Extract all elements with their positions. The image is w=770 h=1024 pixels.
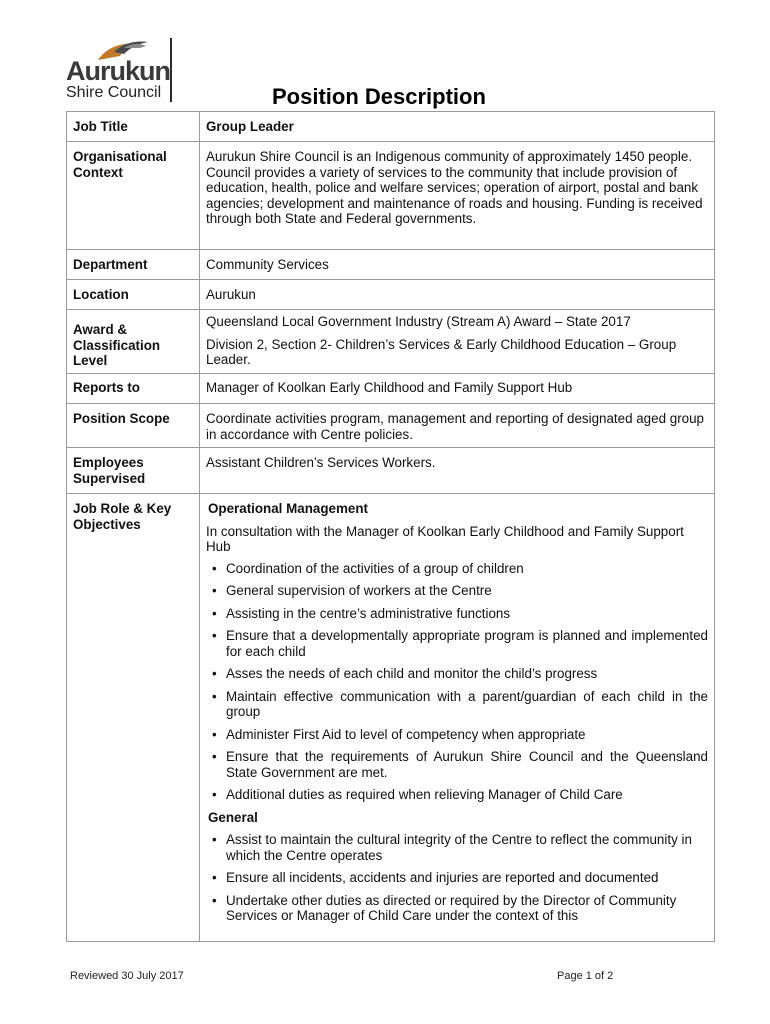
employees-label-line2: Supervised — [73, 470, 146, 486]
table-row-position-scope — [67, 404, 715, 448]
logo-divider — [170, 38, 172, 102]
job-role-label-line1: Job Role & Key — [73, 501, 172, 516]
org-context-label — [67, 142, 200, 250]
job-role-value — [200, 494, 715, 942]
aurukun-logo — [64, 38, 176, 104]
table-row-department — [67, 250, 715, 280]
org-context-label-line2: Context — [73, 164, 123, 180]
table-row-award — [67, 310, 715, 374]
award-label — [67, 310, 200, 374]
table-row-job-role — [67, 494, 715, 942]
job-role-label-line2: Objectives — [73, 516, 141, 532]
position-description-table — [66, 111, 715, 942]
job-title-value: Group Leader — [200, 112, 715, 142]
page-title: Position Description — [272, 84, 486, 109]
position-scope-value: Coordinate activities program, management and reporting of designated aged group in accordance with Centre policies. — [200, 404, 715, 448]
general-list — [206, 832, 708, 924]
award-value-line2: Division 2, Section 2- Children’s Services & Early Childhood Education – Group Leader. — [206, 336, 677, 367]
table-row-employees-supervised — [67, 448, 715, 494]
reports-to-label: Reports to — [67, 374, 200, 404]
employees-label — [67, 448, 200, 494]
list-item: • Additional duties as required when relieving Manager of Child Care — [226, 787, 708, 803]
position-scope-label: Position Scope — [67, 404, 200, 448]
org-context-label-line1: Organisational — [73, 149, 167, 164]
list-item: • Assisting in the centre’s administrative functions — [226, 606, 708, 622]
list-item: • Assist to maintain the cultural integrity of the Centre to reflect the community in which the Centre operates — [226, 832, 708, 863]
org-context-value: Aurukun Shire Council is an Indigenous community of approximately 1450 people. Council provides a variety of services to the community that include provision of education, health, police and welfare services; operation of airport, postal and bank agencies; development and maintenance of roads and housing. Funding is received through both State and Federal governments. — [200, 142, 715, 250]
location-value: Aurukun — [200, 280, 715, 310]
list-item: • Ensure that a developmentally appropriate program is planned and implemented for each child — [226, 628, 708, 659]
list-item: • Undertake other duties as directed or required by the Director of Community Services or Manager of Child Care under the context of this — [226, 893, 708, 924]
general-heading: General — [208, 809, 258, 825]
award-value-line1: Queensland Local Government Industry (Stream A) Award – State 2017 — [206, 314, 631, 329]
page-number: Page 1 of 2 — [557, 970, 614, 982]
department-label: Department — [67, 250, 200, 280]
location-label: Location — [67, 280, 200, 310]
operational-management-heading: Operational Management — [208, 501, 368, 516]
table-row-job-title — [67, 112, 715, 142]
award-label-line2: Classification — [73, 337, 161, 353]
list-item: • Ensure that the requirements of Aurukun Shire Council and the Queensland State Government are met. — [226, 749, 708, 780]
logo-council: Shire Council — [66, 84, 162, 101]
list-item: • Administer First Aid to level of competency when appropriate — [226, 727, 708, 743]
list-item: • Maintain effective communication with a parent/guardian of each child in the group — [226, 689, 708, 720]
list-item: • Ensure all incidents, accidents and injuries are reported and documented — [226, 870, 708, 886]
table-row-reports-to — [67, 374, 715, 404]
list-item: • General supervision of workers at the Centre — [226, 583, 708, 599]
operational-intro: In consultation with the Manager of Koolkan Early Childhood and Family Support Hub — [206, 523, 684, 554]
job-title-label: Job Title — [67, 112, 200, 142]
award-label-line1: Award & — [73, 322, 128, 337]
employees-label-line1: Employees — [73, 455, 144, 470]
award-value — [200, 310, 715, 374]
table-row-org-context — [67, 142, 715, 250]
department-value: Community Services — [200, 250, 715, 280]
operational-list — [206, 561, 708, 803]
logo-name: Aurukun — [66, 56, 170, 86]
award-label-line3: Level — [73, 353, 108, 368]
reviewed-date: Reviewed 30 July 2017 — [70, 970, 184, 982]
list-item: • Asses the needs of each child and monitor the child’s progress — [226, 666, 708, 682]
table-row-location — [67, 280, 715, 310]
list-item: • Coordination of the activities of a group of children — [226, 561, 708, 577]
reports-to-value: Manager of Koolkan Early Childhood and Family Support Hub — [200, 374, 715, 404]
employees-value: Assistant Children’s Services Workers. — [200, 448, 715, 494]
job-role-label — [67, 494, 200, 942]
